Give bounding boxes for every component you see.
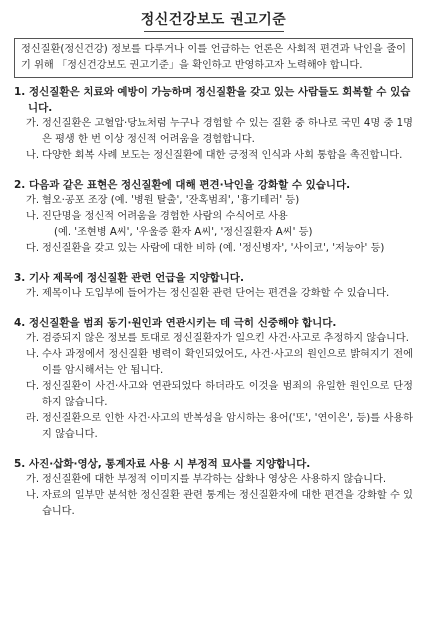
item-marker: 나. [26, 490, 40, 501]
list-item [26, 193, 413, 209]
item-text: 정신질환을 갖고 있는 사람에 대한 비하 (예. '정신병자', '사이코', '저능아' 등) [42, 243, 385, 254]
section-heading: 3. 기사 제목에 정신질환 관련 언급을 지양합니다. [14, 272, 244, 284]
list-item [26, 347, 413, 379]
intro-box: 정신질환(정신건강) 정보를 다루거나 이를 언급하는 언론은 사회적 편견과 낙인을 줄이기 위해 「정신건강보도 권고기준」을 확인하고 반영하고자 노력해야 합니다. [14, 38, 413, 78]
list-item [26, 472, 413, 488]
guideline-sections [14, 84, 413, 520]
item-text: 제목이나 도입부에 들어가는 정신질환 관련 단어는 편견을 강화할 수 있습니다. [42, 288, 390, 299]
item-marker: 다. [26, 243, 40, 254]
item-marker: 나. [26, 150, 40, 161]
item-text: 정신질환으로 인한 사건·사고의 반복성을 암시하는 용어('또', '연이은', 등)를 사용하지 않습니다. [42, 413, 413, 440]
item-marker: 가. [26, 474, 40, 485]
item-text: 수사 과정에서 정신질환 병력이 확인되었어도, 사건·사고의 원인으로 밝혀지기 전에 이를 암시해서는 안 됩니다. [42, 349, 413, 376]
item-text: 검증되지 않은 정보를 토대로 정신질환자가 일으킨 사건·사고로 추정하지 않습니다. [42, 333, 409, 344]
list-item [26, 209, 413, 225]
list-item [26, 116, 413, 148]
section-heading: 1. 정신질환은 치료와 예방이 가능하며 정신질환을 갖고 있는 사람들도 회복할 수 있습니다. [14, 86, 411, 114]
list-item [26, 331, 413, 347]
item-marker: 가. [26, 288, 40, 299]
guideline-section [14, 84, 413, 164]
guideline-section [14, 270, 413, 302]
list-item [26, 241, 413, 257]
item-marker: 가. [26, 333, 40, 344]
section-heading: 4. 정신질환을 범죄 동기·원인과 연관시키는 데 극히 신중해야 합니다. [14, 317, 337, 329]
guideline-section [14, 177, 413, 257]
item-text: 다양한 회복 사례 보도는 정신질환에 대한 긍정적 인식과 사회 통합을 촉진합니다. [42, 150, 403, 161]
document-title: 정신건강보도 권고기준 [140, 12, 287, 28]
section-heading: 2. 다음과 같은 표현은 정신질환에 대해 편견·낙인을 강화할 수 있습니다. [14, 179, 351, 191]
example-line: (예. '조현병 A씨', '우울증 환자 A씨', '정신질환자 A씨' 등) [54, 227, 313, 238]
list-item [26, 488, 413, 520]
item-marker: 가. [26, 118, 40, 129]
item-text: 혐오·공포 조장 (예. '병원 탈출', '잔혹범죄', '흉기테러' 등) [42, 195, 300, 206]
document-page [0, 10, 427, 621]
item-text: 진단명을 정신적 어려움을 경험한 사람의 수식어로 사용 [42, 211, 288, 222]
list-item [26, 411, 413, 443]
item-text: 정신질환에 대한 부정적 이미지를 부각하는 삽화나 영상은 사용하지 않습니다. [42, 474, 387, 485]
item-marker: 라. [26, 413, 40, 424]
item-text: 정신질환은 고혈압·당뇨처럼 누구나 경험할 수 있는 질환 중 하나로 국민 4명 중 1명은 평생 한 번 이상 정신적 어려움을 경험합니다. [42, 118, 413, 145]
guideline-section [14, 315, 413, 443]
item-text: 자료의 일부만 분석한 정신질환 관련 통계는 정신질환자에 대한 편견을 강화할 수 있습니다. [42, 490, 413, 517]
guideline-section [14, 456, 413, 520]
title-underline [144, 31, 284, 32]
item-marker: 나. [26, 349, 40, 360]
list-item [26, 286, 413, 302]
item-marker: 다. [26, 381, 40, 392]
list-item [26, 379, 413, 411]
item-marker: 가. [26, 195, 40, 206]
item-text: 정신질환이 사건·사고와 연관되었다 하더라도 이것을 범죄의 유일한 원인으로 단정하지 않습니다. [42, 381, 413, 408]
section-heading: 5. 사진·삽화·영상, 통계자료 사용 시 부정적 묘사를 지양합니다. [14, 458, 311, 470]
item-marker: 나. [26, 211, 40, 222]
list-item [26, 148, 413, 164]
